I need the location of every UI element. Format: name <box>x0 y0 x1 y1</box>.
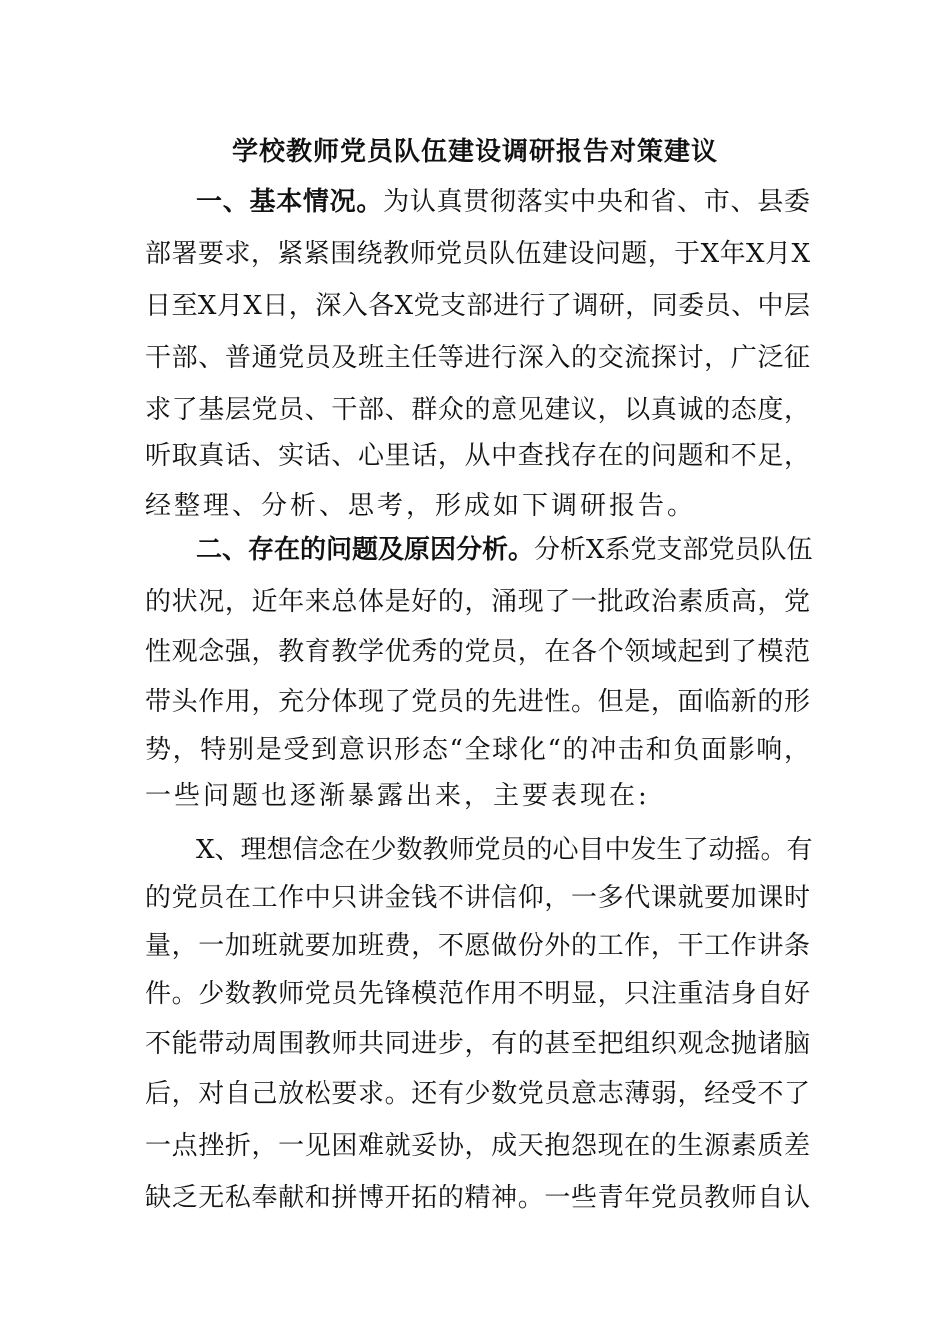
paragraph-3-line: 一点挫折，一见困难就妥协，成天抱怨现在的生源素质差 <box>145 1131 810 1161</box>
paragraph-3-line: 缺乏无私奉献和拼博开拓的精神。一些青年党员教师自认 <box>145 1183 810 1213</box>
paragraph-2-line <box>196 526 813 574</box>
paragraph-3-line: 后，对自己放松要求。还有少数党员意志薄弱，经受不了 <box>145 1079 810 1109</box>
paragraph-1-line: 日至X月X日，深入各X党支部进行了调研，同委员、中层 <box>145 291 810 321</box>
paragraph-text: 分析X系党支部党员队伍 <box>534 535 813 565</box>
section-heading-2: 二、存在的问题及原因分析。 <box>196 535 535 565</box>
paragraph-3-line: X、理想信念在少数教师党员的心目中发生了动摇。有 <box>196 835 813 865</box>
paragraph-1-line: 干部、普通党员及班主任等进行深入的交流探讨，广泛征 <box>145 343 810 373</box>
paragraph-3-line: 的党员在工作中只讲金钱不讲信仰，一多代课就要加课时 <box>145 883 810 913</box>
paragraph-1-line <box>196 178 810 226</box>
paragraph-3-line: 量，一加班就要加班费，不愿做份外的工作，干工作讲条 <box>145 931 810 961</box>
paragraph-3-line: 不能带动周围教师共同进步，有的甚至把组织观念抛诸脑 <box>145 1029 810 1059</box>
paragraph-2-line: 的状况，近年来总体是好的，涌现了一批政治素质高，党 <box>145 587 810 617</box>
paragraph-2-line: 一些问题也逐渐暴露出来，主要表现在: <box>145 781 650 811</box>
paragraph-1-line: 经整理、分析、思考，形成如下调研报告。 <box>145 491 697 521</box>
paragraph-2-line: 带头作用，充分体现了党员的先进性。但是，面临新的形 <box>145 687 810 717</box>
paragraph-2-line: 性观念强，教育教学优秀的党员，在各个领域起到了模范 <box>145 637 810 667</box>
paragraph-2-line: 势，特别是受到意识形态“全球化“的冲击和负面影响， <box>145 735 810 765</box>
paragraph-1-line: 部署要求，紧紧围绕教师党员队伍建设问题，于X年X月X <box>145 239 810 269</box>
section-heading-1: 一、基本情况。 <box>196 187 384 217</box>
paragraph-1-line: 听取真话、实话、心里话，从中查找存在的问题和不足， <box>145 441 810 471</box>
document-title: 学校教师党员队伍建设调研报告对策建议 <box>231 137 718 167</box>
paragraph-text: 为认真贯彻落实中央和省、市、县委 <box>383 187 810 217</box>
paragraph-1-line: 求了基层党员、干部、群众的意见建议，以真诚的态度， <box>145 395 810 425</box>
paragraph-3-line: 件。少数教师党员先锋模范作用不明显，只注重洁身自好 <box>145 979 810 1009</box>
